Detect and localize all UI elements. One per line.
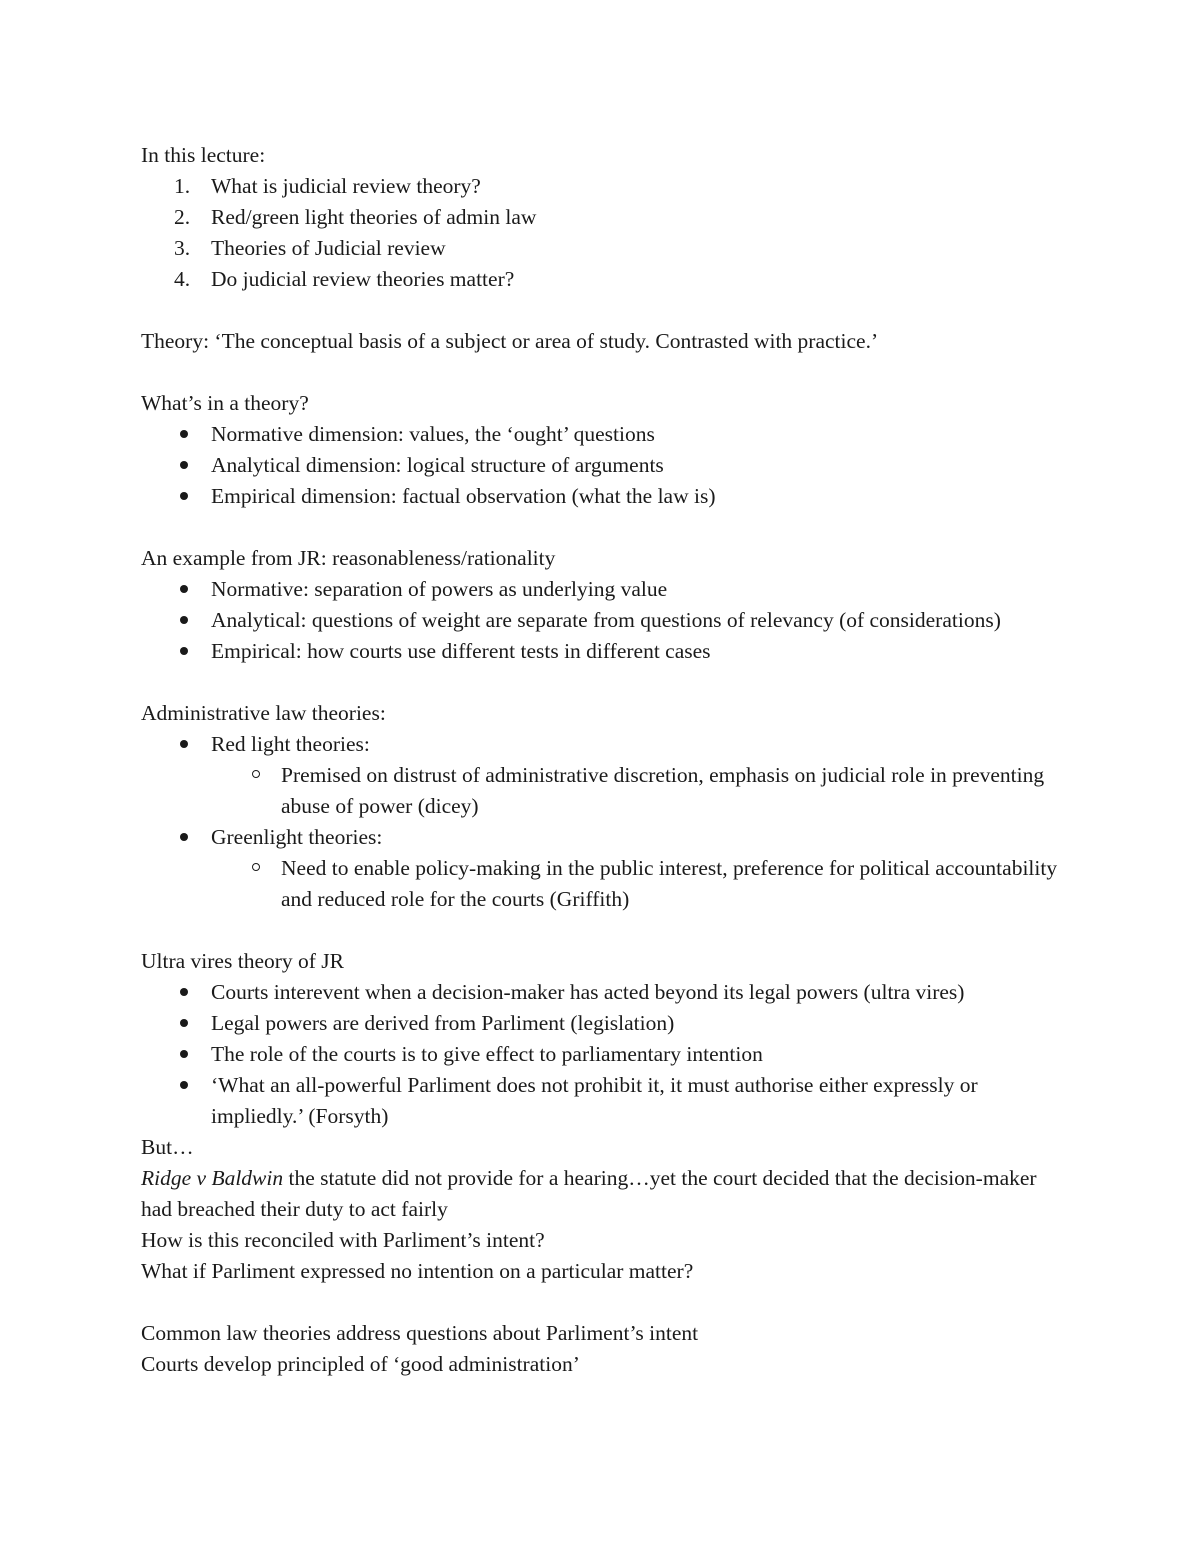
spacer	[141, 357, 1071, 388]
outline-item	[141, 264, 1071, 295]
outline-item	[141, 202, 1071, 233]
question-no-intention: What if Parliment expressed no intention on a particular matter?	[141, 1259, 694, 1283]
theory-dimensions-list	[141, 419, 1071, 512]
bullet-icon	[180, 988, 188, 996]
ultra-vires-list	[141, 977, 1071, 1132]
list-item: Empirical: how courts use different tests in different cases	[141, 636, 1071, 667]
bullet-icon	[180, 833, 188, 841]
admin-theories-list	[141, 729, 1071, 915]
outline-number: 1.	[174, 174, 191, 198]
example-heading: An example from JR: reasonableness/rationality	[141, 546, 556, 570]
sub-list-item: Need to enable policy-making in the public interest, preference for political accountability and reduced role for the courts (Griffith)	[211, 853, 1071, 915]
bullet-icon	[180, 492, 188, 500]
outline-item	[141, 233, 1071, 264]
outline-text: Theories of Judicial review	[211, 236, 446, 260]
spacer	[141, 667, 1071, 698]
lecture-outline-list	[141, 171, 1071, 295]
outline-number: 4.	[174, 267, 191, 291]
sub-list-item: Premised on distrust of administrative discretion, emphasis on judicial role in preventing abuse of power (dicey)	[211, 760, 1071, 822]
spacer	[141, 1287, 1071, 1318]
common-law-line-2: Courts develop principled of ‘good administration’	[141, 1352, 580, 1376]
list-item: The role of the courts is to give effect to parliamentary intention	[141, 1039, 1071, 1070]
bullet-icon	[180, 647, 188, 655]
common-law-line-1: Common law theories address questions about Parliment’s intent	[141, 1321, 699, 1345]
outline-number: 2.	[174, 205, 191, 229]
red-light-sublist	[211, 760, 1071, 822]
bullet-icon	[180, 616, 188, 624]
bullet-icon	[180, 461, 188, 469]
ridge-v-baldwin-paragraph	[141, 1163, 1071, 1225]
lecture-heading: In this lecture:	[141, 143, 266, 167]
green-light-sublist	[211, 853, 1071, 915]
spacer	[141, 295, 1071, 326]
but-label: But…	[141, 1135, 194, 1159]
outline-text: What is judicial review theory?	[211, 174, 481, 198]
whats-in-theory-heading: What’s in a theory?	[141, 391, 309, 415]
list-item-red-light: Red light theories: Premised on distrust of administrative discretion, emphasis on judicial role in preventing abuse of power (dicey)	[141, 729, 1071, 822]
admin-theories-heading: Administrative law theories:	[141, 701, 386, 725]
bullet-icon	[180, 740, 188, 748]
list-item-green-light: Greenlight theories: Need to enable policy-making in the public interest, preference for political accountability and reduced role for the courts (Griffith)	[141, 822, 1071, 915]
bullet-icon	[180, 430, 188, 438]
ultra-vires-heading: Ultra vires theory of JR	[141, 949, 345, 973]
document-content	[141, 140, 1071, 1380]
list-item: Normative dimension: values, the ‘ought’ questions	[141, 419, 1071, 450]
list-item: Analytical dimension: logical structure of arguments	[141, 450, 1071, 481]
bullet-icon	[180, 1019, 188, 1027]
list-item: Courts interevent when a decision-maker has acted beyond its legal powers (ultra vires)	[141, 977, 1071, 1008]
question-parliament-intent: How is this reconciled with Parliment’s intent?	[141, 1228, 545, 1252]
hollow-bullet-icon	[252, 770, 260, 778]
list-item: Normative: separation of powers as underlying value	[141, 574, 1071, 605]
list-item: Empirical dimension: factual observation (what the law is)	[141, 481, 1071, 512]
outline-text: Do judicial review theories matter?	[211, 267, 515, 291]
bullet-icon	[180, 585, 188, 593]
case-name: Ridge v Baldwin	[141, 1166, 284, 1190]
hollow-bullet-icon	[252, 863, 260, 871]
bullet-icon	[180, 1050, 188, 1058]
outline-item	[141, 171, 1071, 202]
case-text: the statute did not provide for a hearing…yet the court decided that the decision-maker had breached their duty to act fairly	[141, 1166, 1037, 1221]
bullet-icon	[180, 1081, 188, 1089]
list-item: Legal powers are derived from Parliment (legislation)	[141, 1008, 1071, 1039]
list-item: ‘What an all-powerful Parliment does not prohibit it, it must authorise either expressly or impliedly.’ (Forsyth)	[141, 1070, 1071, 1132]
theory-definition: Theory: ‘The conceptual basis of a subject or area of study. Contrasted with practice.’	[141, 329, 879, 353]
list-item: Analytical: questions of weight are separate from questions of relevancy (of considerations)	[141, 605, 1071, 636]
spacer	[141, 915, 1071, 946]
outline-text: Red/green light theories of admin law	[211, 205, 537, 229]
example-list	[141, 574, 1071, 667]
outline-number: 3.	[174, 236, 191, 260]
spacer	[141, 512, 1071, 543]
